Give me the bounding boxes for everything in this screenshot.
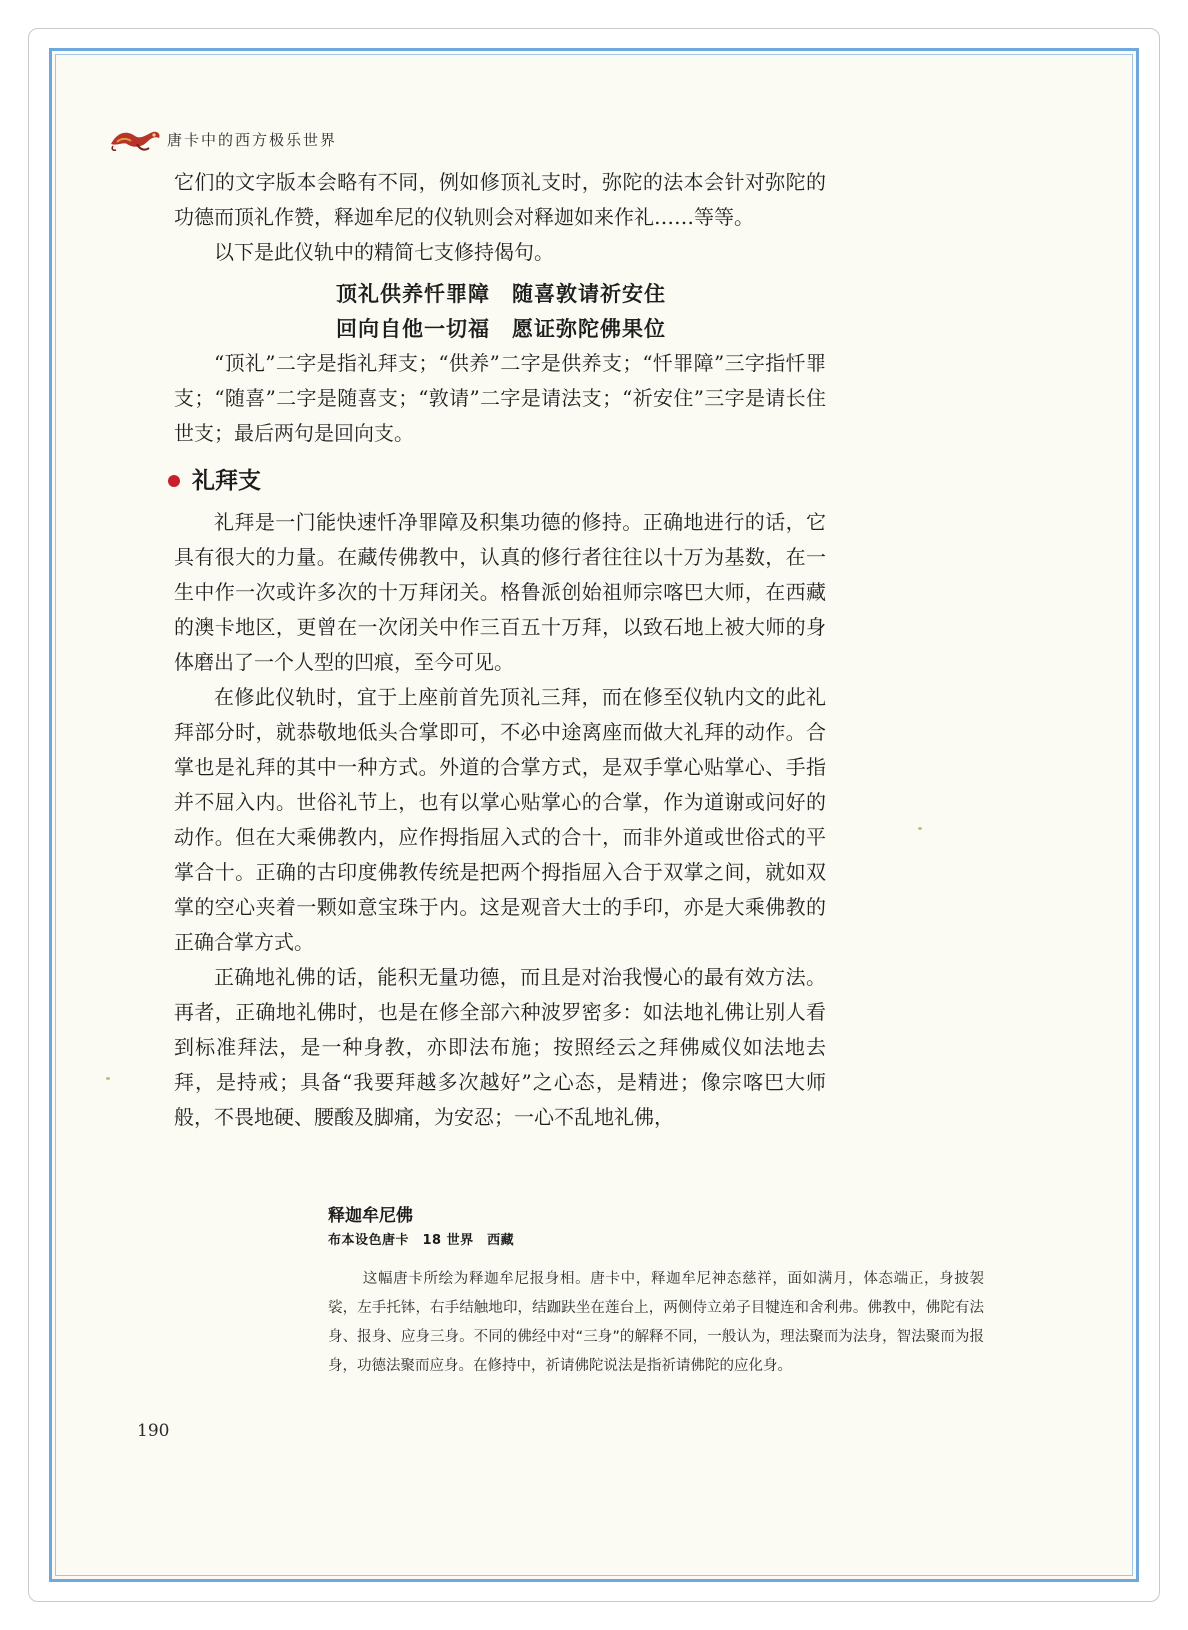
verse-block (174, 276, 826, 346)
image-caption (328, 1203, 984, 1381)
caption-meta: 布本设色唐卡 18 世界 西藏 (328, 1233, 515, 1248)
paragraph-2: 以下是此仪轨中的精简七支修持偈句。 (214, 240, 554, 264)
paragraph-3: “顶礼”二字是指礼拜支；“供养”二字是供养支；“忏罪障”三字指忏罪支；“随喜”二字是随喜支；“敦请”二字是请法支；“祈安住”三字是请长住世支；最后两句是回向支。 (174, 351, 826, 445)
paragraph-1: 它们的文字版本会略有不同，例如修顶礼支时，弥陀的法本会针对弥陀的功德而顶礼作赞，释迦牟尼的仪轨则会对释迦如来作礼……等等。 (174, 170, 826, 229)
print-speck (106, 1077, 110, 1080)
verse-line-2: 回向自他一切福 愿证弥陀佛果位 (336, 316, 666, 341)
print-speck (918, 827, 922, 830)
paragraph-4: 礼拜是一门能快速忏净罪障及积集功德的修持。正确地进行的话，它具有很大的力量。在藏传佛教中，认真的修行者往往以十万为基数，在一生中作一次或许多次的十万拜闭关。格鲁派创始祖师宗喀巴大师，在西藏的澳卡地区，更曾在一次闭关中作三百五十万拜，以致石地上被大师的身体磨出了一个人型的凹痕，至今可见。 (174, 510, 826, 674)
caption-title: 释迦牟尼佛 (328, 1206, 413, 1226)
running-header (107, 119, 337, 159)
dragon-emblem-icon (107, 124, 163, 154)
paragraph-5: 在修此仪轨时，宜于上座前首先顶礼三拜，而在修至仪轨内文的此礼拜部分时，就恭敬地低头合掌即可，不必中途离座而做大礼拜的动作。合掌也是礼拜的其中一种方式。外道的合掌方式，是双手掌心贴掌心、手指并不屈入内。世俗礼节上，也有以掌心贴掌心的合掌，作为道谢或问好的动作。但在大乘佛教内，应作拇指屈入式的合十，而非外道或世俗式的平掌合十。正确的古印度佛教传统是把两个拇指屈入合于双掌之间，就如双掌的空心夹着一颗如意宝珠于内。这是观音大士的手印，亦是大乘佛教的正确合掌方式。 (174, 685, 826, 954)
verse-line-1: 顶礼供养忏罪障 随喜敦请祈安住 (336, 281, 666, 306)
running-header-title: 唐卡中的西方极乐世界 (167, 130, 338, 149)
section-heading (168, 463, 826, 499)
book-page (52, 51, 1136, 1579)
page-number: 190 (137, 1421, 170, 1441)
paragraph-6: 正确地礼佛的话，能积无量功德，而且是对治我慢心的最有效方法。再者，正确地礼佛时，也是在修全部六种波罗密多：如法地礼佛让别人看到标准拜法，是一种身教，亦即法布施；按照经云之拜佛威仪如法地去拜，是持戒；具备“我要拜越多次越好”之心态，是精进；像宗喀巴大师般，不畏地硬、腰酸及脚痛，为安忍；一心不乱地礼佛， (174, 965, 826, 1129)
page-frame (49, 48, 1139, 1582)
section-heading-text: 礼拜支 (192, 468, 261, 494)
red-bullet-icon (168, 475, 180, 487)
caption-text: 这幅唐卡所绘为释迦牟尼报身相。唐卡中，释迦牟尼神态慈祥，面如满月，体态端正，身披袈裟，左手托钵，右手结触地印，结跏趺坐在莲台上，两侧侍立弟子目犍连和舍利弗。佛教中，佛陀有法身、报身、应身三身。不同的佛经中对“三身”的解释不同，一般认为，理法聚而为法身，智法聚而为报身，功德法聚而应身。在修持中，祈请佛陀说法是指祈请佛陀的应化身。 (328, 1271, 984, 1374)
body-text (174, 165, 826, 1135)
